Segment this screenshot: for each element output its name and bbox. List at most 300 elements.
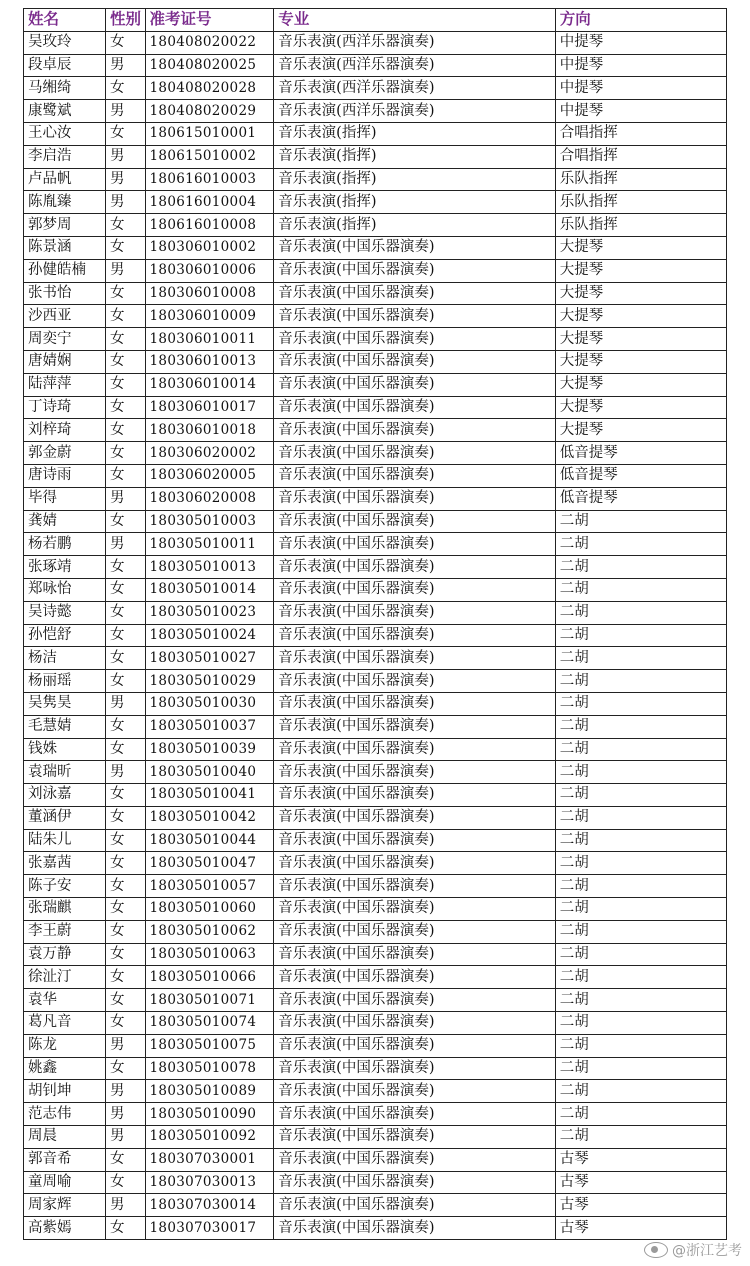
direction-cell: 二胡 <box>555 510 726 533</box>
table-row <box>24 1103 727 1126</box>
direction-cell: 二胡 <box>555 533 726 556</box>
major-cell: 音乐表演(中国乐器演奏) <box>274 875 556 898</box>
header-exam-id: 准考证号 <box>145 9 274 32</box>
exam-id-cell: 180305010023 <box>145 601 274 624</box>
table-row <box>24 898 727 921</box>
exam-id-cell: 180305010039 <box>145 738 274 761</box>
table-row <box>24 100 727 123</box>
direction-cell: 合唱指挥 <box>555 145 726 168</box>
direction-cell: 二胡 <box>555 601 726 624</box>
name-cell: 袁瑞昕 <box>24 761 106 784</box>
exam-id-cell: 180307030001 <box>145 1148 274 1171</box>
name-cell: 周家辉 <box>24 1194 106 1217</box>
gender-cell: 女 <box>106 578 146 601</box>
table-row <box>24 715 727 738</box>
gender-cell: 女 <box>106 236 146 259</box>
direction-cell: 合唱指挥 <box>555 122 726 145</box>
direction-cell: 大提琴 <box>555 328 726 351</box>
gender-cell: 男 <box>106 1126 146 1149</box>
table-row <box>24 1012 727 1035</box>
table-row <box>24 1057 727 1080</box>
gender-cell: 男 <box>106 692 146 715</box>
table-row <box>24 350 727 373</box>
name-cell: 高紫嫣 <box>24 1217 106 1240</box>
major-cell: 音乐表演(西洋乐器演奏) <box>274 100 556 123</box>
direction-cell: 二胡 <box>555 943 726 966</box>
exam-id-cell: 180616010004 <box>145 191 274 214</box>
gender-cell: 女 <box>106 419 146 442</box>
direction-cell: 大提琴 <box>555 259 726 282</box>
gender-cell: 女 <box>106 510 146 533</box>
major-cell: 音乐表演(中国乐器演奏) <box>274 328 556 351</box>
gender-cell: 女 <box>106 989 146 1012</box>
exam-id-cell: 180305010090 <box>145 1103 274 1126</box>
name-cell: 张瑞麒 <box>24 898 106 921</box>
name-cell: 袁华 <box>24 989 106 1012</box>
exam-id-cell: 180306010011 <box>145 328 274 351</box>
direction-cell: 二胡 <box>555 852 726 875</box>
major-cell: 音乐表演(中国乐器演奏) <box>274 1080 556 1103</box>
gender-cell: 女 <box>106 442 146 465</box>
table-row <box>24 1080 727 1103</box>
exam-id-cell: 180306020008 <box>145 487 274 510</box>
name-cell: 王心汝 <box>24 122 106 145</box>
major-cell: 音乐表演(中国乐器演奏) <box>274 305 556 328</box>
exam-id-cell: 180305010014 <box>145 578 274 601</box>
major-cell: 音乐表演(中国乐器演奏) <box>274 738 556 761</box>
gender-cell: 女 <box>106 806 146 829</box>
direction-cell: 中提琴 <box>555 31 726 54</box>
direction-cell: 低音提琴 <box>555 464 726 487</box>
gender-cell: 女 <box>106 1057 146 1080</box>
major-cell: 音乐表演(中国乐器演奏) <box>274 624 556 647</box>
name-cell: 胡钊坤 <box>24 1080 106 1103</box>
major-cell: 音乐表演(中国乐器演奏) <box>274 1012 556 1035</box>
direction-cell: 二胡 <box>555 920 726 943</box>
direction-cell: 中提琴 <box>555 100 726 123</box>
direction-cell: 古琴 <box>555 1217 726 1240</box>
name-cell: 吴诗懿 <box>24 601 106 624</box>
exam-id-cell: 180306010002 <box>145 236 274 259</box>
gender-cell: 女 <box>106 784 146 807</box>
name-cell: 吴隽昊 <box>24 692 106 715</box>
exam-id-cell: 180305010003 <box>145 510 274 533</box>
direction-cell: 二胡 <box>555 1126 726 1149</box>
exam-id-cell: 180615010001 <box>145 122 274 145</box>
table-row <box>24 1126 727 1149</box>
gender-cell: 女 <box>106 31 146 54</box>
table-body <box>24 31 727 1239</box>
direction-cell: 中提琴 <box>555 54 726 77</box>
table-row <box>24 419 727 442</box>
direction-cell: 二胡 <box>555 692 726 715</box>
exam-id-cell: 180305010037 <box>145 715 274 738</box>
gender-cell: 男 <box>106 533 146 556</box>
direction-cell: 古琴 <box>555 1194 726 1217</box>
table-row <box>24 122 727 145</box>
exam-id-cell: 180616010003 <box>145 168 274 191</box>
direction-cell: 二胡 <box>555 1012 726 1035</box>
table-row <box>24 282 727 305</box>
exam-id-cell: 180305010040 <box>145 761 274 784</box>
gender-cell: 女 <box>106 1012 146 1035</box>
exam-id-cell: 180305010030 <box>145 692 274 715</box>
table-row <box>24 670 727 693</box>
direction-cell: 古琴 <box>555 1171 726 1194</box>
direction-cell: 大提琴 <box>555 419 726 442</box>
table-row <box>24 578 727 601</box>
direction-cell: 二胡 <box>555 966 726 989</box>
major-cell: 音乐表演(中国乐器演奏) <box>274 784 556 807</box>
gender-cell: 女 <box>106 966 146 989</box>
watermark-text: @浙江艺考 <box>672 1243 742 1259</box>
gender-cell: 女 <box>106 350 146 373</box>
exam-id-cell: 180305010029 <box>145 670 274 693</box>
admission-list-table <box>23 8 727 1240</box>
exam-id-cell: 180305010024 <box>145 624 274 647</box>
gender-cell: 女 <box>106 373 146 396</box>
table-row <box>24 761 727 784</box>
table-row <box>24 510 727 533</box>
major-cell: 音乐表演(中国乐器演奏) <box>274 829 556 852</box>
table-row <box>24 168 727 191</box>
table-row <box>24 442 727 465</box>
major-cell: 音乐表演(中国乐器演奏) <box>274 350 556 373</box>
exam-id-cell: 180408020022 <box>145 31 274 54</box>
major-cell: 音乐表演(中国乐器演奏) <box>274 806 556 829</box>
exam-id-cell: 180307030017 <box>145 1217 274 1240</box>
major-cell: 音乐表演(中国乐器演奏) <box>274 1148 556 1171</box>
gender-cell: 男 <box>106 100 146 123</box>
major-cell: 音乐表演(中国乐器演奏) <box>274 715 556 738</box>
name-cell: 张书怡 <box>24 282 106 305</box>
name-cell: 刘梓琦 <box>24 419 106 442</box>
major-cell: 音乐表演(中国乐器演奏) <box>274 442 556 465</box>
name-cell: 袁万静 <box>24 943 106 966</box>
major-cell: 音乐表演(中国乐器演奏) <box>274 510 556 533</box>
major-cell: 音乐表演(中国乐器演奏) <box>274 1034 556 1057</box>
direction-cell: 二胡 <box>555 647 726 670</box>
gender-cell: 男 <box>106 1103 146 1126</box>
gender-cell: 男 <box>106 761 146 784</box>
table-row <box>24 1148 727 1171</box>
gender-cell: 男 <box>106 1034 146 1057</box>
header-direction: 方向 <box>555 9 726 32</box>
table-row <box>24 829 727 852</box>
name-cell: 葛凡音 <box>24 1012 106 1035</box>
direction-cell: 乐队指挥 <box>555 168 726 191</box>
exam-id-cell: 180305010066 <box>145 966 274 989</box>
gender-cell: 女 <box>106 920 146 943</box>
direction-cell: 二胡 <box>555 738 726 761</box>
name-cell: 杨洁 <box>24 647 106 670</box>
exam-id-cell: 180307030014 <box>145 1194 274 1217</box>
gender-cell: 女 <box>106 77 146 100</box>
table-row <box>24 487 727 510</box>
major-cell: 音乐表演(西洋乐器演奏) <box>274 77 556 100</box>
exam-id-cell: 180306020002 <box>145 442 274 465</box>
weibo-watermark <box>644 1240 742 1260</box>
major-cell: 音乐表演(中国乐器演奏) <box>274 1103 556 1126</box>
gender-cell: 女 <box>106 282 146 305</box>
table-row <box>24 966 727 989</box>
name-cell: 陈子安 <box>24 875 106 898</box>
major-cell: 音乐表演(中国乐器演奏) <box>274 1057 556 1080</box>
direction-cell: 二胡 <box>555 1057 726 1080</box>
name-cell: 陈景涵 <box>24 236 106 259</box>
major-cell: 音乐表演(中国乐器演奏) <box>274 1194 556 1217</box>
table-row <box>24 624 727 647</box>
direction-cell: 大提琴 <box>555 305 726 328</box>
gender-cell: 女 <box>106 1171 146 1194</box>
gender-cell: 女 <box>106 214 146 237</box>
gender-cell: 女 <box>106 647 146 670</box>
header-gender: 性别 <box>106 9 146 32</box>
direction-cell: 二胡 <box>555 556 726 579</box>
table-row <box>24 1217 727 1240</box>
table-row <box>24 191 727 214</box>
name-cell: 丁诗琦 <box>24 396 106 419</box>
table-row <box>24 738 727 761</box>
exam-id-cell: 180306010014 <box>145 373 274 396</box>
major-cell: 音乐表演(中国乐器演奏) <box>274 943 556 966</box>
gender-cell: 女 <box>106 556 146 579</box>
gender-cell: 女 <box>106 1217 146 1240</box>
direction-cell: 二胡 <box>555 875 726 898</box>
table-row <box>24 920 727 943</box>
exam-id-cell: 180305010057 <box>145 875 274 898</box>
table-row <box>24 533 727 556</box>
direction-cell: 乐队指挥 <box>555 191 726 214</box>
major-cell: 音乐表演(指挥) <box>274 145 556 168</box>
major-cell: 音乐表演(中国乐器演奏) <box>274 464 556 487</box>
direction-cell: 二胡 <box>555 784 726 807</box>
major-cell: 音乐表演(中国乐器演奏) <box>274 236 556 259</box>
major-cell: 音乐表演(中国乐器演奏) <box>274 920 556 943</box>
major-cell: 音乐表演(西洋乐器演奏) <box>274 31 556 54</box>
exam-id-cell: 180305010063 <box>145 943 274 966</box>
major-cell: 音乐表演(中国乐器演奏) <box>274 989 556 1012</box>
name-cell: 陆萍萍 <box>24 373 106 396</box>
name-cell: 马缃绮 <box>24 77 106 100</box>
table-row <box>24 556 727 579</box>
gender-cell: 男 <box>106 259 146 282</box>
table-row <box>24 875 727 898</box>
gender-cell: 女 <box>106 305 146 328</box>
name-cell: 姚鑫 <box>24 1057 106 1080</box>
gender-cell: 女 <box>106 328 146 351</box>
direction-cell: 低音提琴 <box>555 442 726 465</box>
name-cell: 唐诗雨 <box>24 464 106 487</box>
direction-cell: 大提琴 <box>555 282 726 305</box>
exam-id-cell: 180306010006 <box>145 259 274 282</box>
gender-cell: 女 <box>106 829 146 852</box>
major-cell: 音乐表演(中国乐器演奏) <box>274 1126 556 1149</box>
name-cell: 郭金蔚 <box>24 442 106 465</box>
name-cell: 郭梦周 <box>24 214 106 237</box>
table-row <box>24 647 727 670</box>
table-row <box>24 784 727 807</box>
table-row <box>24 601 727 624</box>
gender-cell: 男 <box>106 1194 146 1217</box>
name-cell: 范志伟 <box>24 1103 106 1126</box>
major-cell: 音乐表演(西洋乐器演奏) <box>274 54 556 77</box>
direction-cell: 二胡 <box>555 806 726 829</box>
direction-cell: 大提琴 <box>555 350 726 373</box>
exam-id-cell: 180305010060 <box>145 898 274 921</box>
table-row <box>24 236 727 259</box>
major-cell: 音乐表演(指挥) <box>274 191 556 214</box>
exam-id-cell: 180306020005 <box>145 464 274 487</box>
name-cell: 李启浩 <box>24 145 106 168</box>
exam-id-cell: 180408020025 <box>145 54 274 77</box>
name-cell: 郑咏怡 <box>24 578 106 601</box>
header-major: 专业 <box>274 9 556 32</box>
direction-cell: 二胡 <box>555 1034 726 1057</box>
major-cell: 音乐表演(指挥) <box>274 168 556 191</box>
table-row <box>24 145 727 168</box>
gender-cell: 女 <box>106 898 146 921</box>
gender-cell: 女 <box>106 670 146 693</box>
gender-cell: 男 <box>106 191 146 214</box>
table-row <box>24 259 727 282</box>
table-row <box>24 31 727 54</box>
gender-cell: 女 <box>106 738 146 761</box>
exam-id-cell: 180305010027 <box>145 647 274 670</box>
direction-cell: 古琴 <box>555 1148 726 1171</box>
exam-id-cell: 180305010078 <box>145 1057 274 1080</box>
gender-cell: 女 <box>106 715 146 738</box>
name-cell: 龚婧 <box>24 510 106 533</box>
table-row <box>24 305 727 328</box>
major-cell: 音乐表演(中国乐器演奏) <box>274 647 556 670</box>
major-cell: 音乐表演(中国乐器演奏) <box>274 282 556 305</box>
major-cell: 音乐表演(中国乐器演奏) <box>274 670 556 693</box>
table-row <box>24 396 727 419</box>
major-cell: 音乐表演(指挥) <box>274 214 556 237</box>
name-cell: 沙西亚 <box>24 305 106 328</box>
major-cell: 音乐表演(中国乐器演奏) <box>274 1217 556 1240</box>
exam-id-cell: 180305010074 <box>145 1012 274 1035</box>
major-cell: 音乐表演(中国乐器演奏) <box>274 533 556 556</box>
direction-cell: 二胡 <box>555 1103 726 1126</box>
major-cell: 音乐表演(中国乐器演奏) <box>274 396 556 419</box>
direction-cell: 二胡 <box>555 1080 726 1103</box>
major-cell: 音乐表演(中国乐器演奏) <box>274 898 556 921</box>
gender-cell: 女 <box>106 875 146 898</box>
name-cell: 徐沚汀 <box>24 966 106 989</box>
major-cell: 音乐表演(中国乐器演奏) <box>274 966 556 989</box>
table-row <box>24 328 727 351</box>
exam-id-cell: 180305010071 <box>145 989 274 1012</box>
gender-cell: 女 <box>106 852 146 875</box>
table-row <box>24 943 727 966</box>
major-cell: 音乐表演(中国乐器演奏) <box>274 692 556 715</box>
gender-cell: 男 <box>106 145 146 168</box>
name-cell: 毕得 <box>24 487 106 510</box>
exam-id-cell: 180307030013 <box>145 1171 274 1194</box>
major-cell: 音乐表演(中国乐器演奏) <box>274 556 556 579</box>
direction-cell: 二胡 <box>555 989 726 1012</box>
table-row <box>24 77 727 100</box>
direction-cell: 大提琴 <box>555 373 726 396</box>
exam-id-cell: 180305010044 <box>145 829 274 852</box>
direction-cell: 二胡 <box>555 898 726 921</box>
major-cell: 音乐表演(中国乐器演奏) <box>274 487 556 510</box>
gender-cell: 男 <box>106 168 146 191</box>
gender-cell: 女 <box>106 943 146 966</box>
exam-id-cell: 180305010092 <box>145 1126 274 1149</box>
direction-cell: 二胡 <box>555 670 726 693</box>
table-row <box>24 806 727 829</box>
name-cell: 陈胤臻 <box>24 191 106 214</box>
major-cell: 音乐表演(中国乐器演奏) <box>274 761 556 784</box>
exam-id-cell: 180305010013 <box>145 556 274 579</box>
major-cell: 音乐表演(中国乐器演奏) <box>274 852 556 875</box>
table-row <box>24 1171 727 1194</box>
weibo-logo-icon <box>644 1242 668 1258</box>
exam-id-cell: 180305010042 <box>145 806 274 829</box>
name-cell: 杨丽瑶 <box>24 670 106 693</box>
exam-id-cell: 180305010075 <box>145 1034 274 1057</box>
exam-id-cell: 180305010089 <box>145 1080 274 1103</box>
name-cell: 李王蔚 <box>24 920 106 943</box>
gender-cell: 女 <box>106 464 146 487</box>
exam-id-cell: 180616010008 <box>145 214 274 237</box>
exam-id-cell: 180305010062 <box>145 920 274 943</box>
exam-id-cell: 180306010008 <box>145 282 274 305</box>
gender-cell: 女 <box>106 601 146 624</box>
name-cell: 童周喻 <box>24 1171 106 1194</box>
exam-id-cell: 180615010002 <box>145 145 274 168</box>
name-cell: 唐婧娴 <box>24 350 106 373</box>
table-row <box>24 692 727 715</box>
name-cell: 吴玫玲 <box>24 31 106 54</box>
direction-cell: 乐队指挥 <box>555 214 726 237</box>
major-cell: 音乐表演(中国乐器演奏) <box>274 1171 556 1194</box>
direction-cell: 大提琴 <box>555 236 726 259</box>
exam-id-cell: 180306010009 <box>145 305 274 328</box>
direction-cell: 二胡 <box>555 761 726 784</box>
exam-id-cell: 180408020028 <box>145 77 274 100</box>
name-cell: 段卓辰 <box>24 54 106 77</box>
table-row <box>24 1194 727 1217</box>
gender-cell: 女 <box>106 1148 146 1171</box>
direction-cell: 大提琴 <box>555 396 726 419</box>
exam-id-cell: 180306010013 <box>145 350 274 373</box>
name-cell: 郭音希 <box>24 1148 106 1171</box>
major-cell: 音乐表演(中国乐器演奏) <box>274 373 556 396</box>
name-cell: 张琢靖 <box>24 556 106 579</box>
name-cell: 周奕宁 <box>24 328 106 351</box>
header-name: 姓名 <box>24 9 106 32</box>
name-cell: 刘泳嘉 <box>24 784 106 807</box>
table-row <box>24 54 727 77</box>
name-cell: 毛慧婧 <box>24 715 106 738</box>
major-cell: 音乐表演(中国乐器演奏) <box>274 601 556 624</box>
direction-cell: 二胡 <box>555 624 726 647</box>
table-row <box>24 373 727 396</box>
exam-id-cell: 180306010018 <box>145 419 274 442</box>
gender-cell: 男 <box>106 487 146 510</box>
direction-cell: 中提琴 <box>555 77 726 100</box>
table-row <box>24 464 727 487</box>
exam-id-cell: 180305010041 <box>145 784 274 807</box>
major-cell: 音乐表演(中国乐器演奏) <box>274 419 556 442</box>
name-cell: 张嘉茜 <box>24 852 106 875</box>
exam-id-cell: 180306010017 <box>145 396 274 419</box>
name-cell: 孙健皓楠 <box>24 259 106 282</box>
